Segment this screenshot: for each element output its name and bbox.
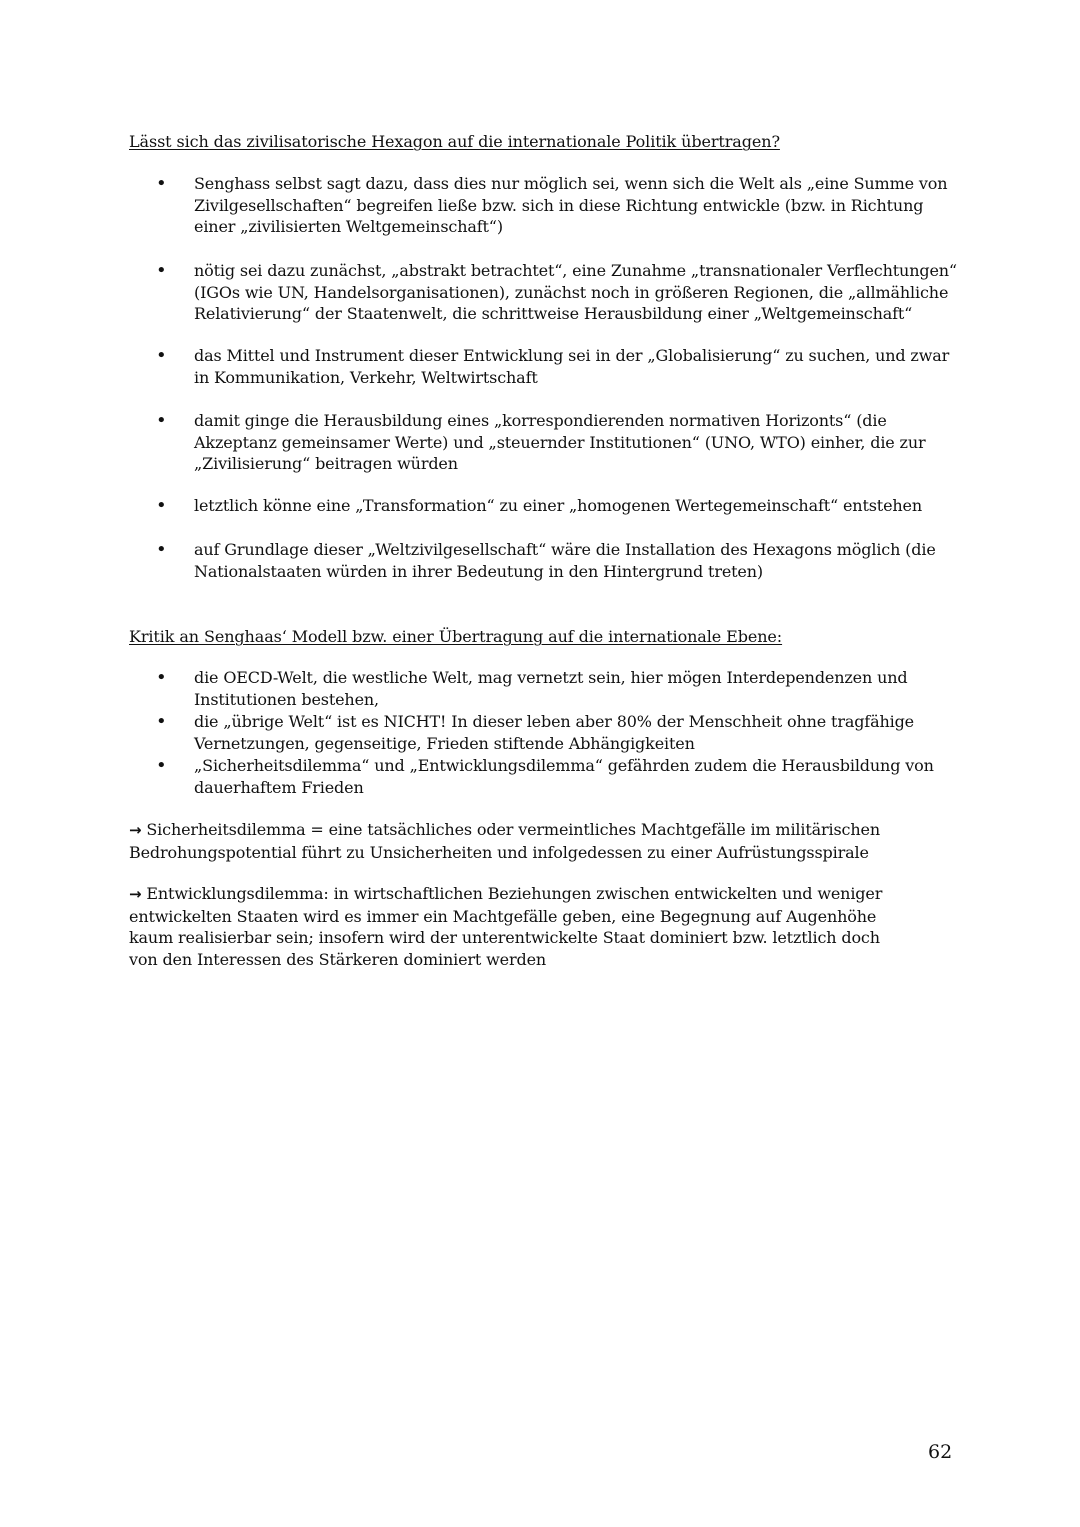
list-item-text: auf Grundlage dieser „Weltzivilgesellschaft“ wäre die Installation des Hexagons möglich (die Nationalstaaten würden in ihrer Bedeutung in den Hintergrund treten) [194, 540, 936, 581]
bullet-icon: • [156, 260, 167, 281]
list-item-text: das Mittel und Instrument dieser Entwicklung sei in der „Globalisierung“ zu suchen, und zwar in Kommunikation, Verkehr, Weltwirtschaft [194, 346, 950, 387]
note-development-dilemma [129, 883, 909, 970]
bullet-icon: • [156, 711, 167, 732]
list-item [156, 410, 964, 475]
bullet-icon: • [156, 755, 167, 776]
list-item [156, 260, 964, 325]
list-item-text: Senghass selbst sagt dazu, dass dies nur möglich sei, wenn sich die Welt als „eine Summe von Zivilgesellschaften“ begreifen ließe bzw. sich in diese Richtung entwickle (bzw. in Richtung einer „zivilisierten Weltgemeinschaft“) [194, 174, 948, 236]
list-item [156, 539, 964, 582]
page-number: 62 [928, 1441, 953, 1463]
bullet-icon: • [156, 539, 167, 560]
section-heading-hexagon-transfer: Lässt sich das zivilisatorische Hexagon auf die internationale Politik übertragen? [129, 132, 780, 151]
bullet-icon: • [156, 495, 167, 516]
bullet-icon: • [156, 345, 167, 366]
list-item-text: „Sicherheitsdilemma“ und „Entwicklungsdilemma“ gefährden zudem die Herausbildung von dauerhaftem Frieden [194, 756, 934, 797]
note-text: Entwicklungsdilemma: in wirtschaftlichen Beziehungen zwischen entwickelten und weniger entwickelten Staaten wird es immer ein Machtgefälle geben, eine Begegnung auf Augenhöhe kaum realisierbar sein; insofern wird der unterentwickelte Staat dominiert bzw. letztlich doch von den Interessen des Stärkeren dominiert werden [129, 884, 883, 969]
list-item [156, 495, 964, 517]
list-item-text: die OECD-Welt, die westliche Welt, mag vernetzt sein, hier mögen Interdependenzen und Institutionen bestehen, [194, 668, 908, 709]
arrow-right-icon: → [129, 821, 142, 839]
list-item-text: nötig sei dazu zunächst, „abstrakt betrachtet“, eine Zunahme „transnationaler Verflechtungen“ (IGOs wie UN, Handelsorganisationen), zunächst noch in größeren Regionen, die „allmähliche Relativierung“ der Staatenwelt, die schrittweise Herausbildung einer „Weltgemeinschaft“ [194, 261, 957, 323]
list-item-text: die „übrige Welt“ ist es NICHT! In dieser leben aber 80% der Menschheit ohne tragfähige Vernetzungen, gegenseitige, Frieden stiftende Abhängigkeiten [194, 712, 915, 753]
section-heading-critique: Kritik an Senghaas‘ Modell bzw. einer Übertragung auf die internationale Ebene: [129, 627, 783, 646]
note-security-dilemma [129, 819, 909, 863]
arrow-right-icon: → [129, 885, 142, 903]
bullet-icon: • [156, 667, 167, 688]
list-item [156, 711, 964, 754]
list-item-text: damit ginge die Herausbildung eines „korrespondierenden normativen Horizonts“ (die Akzeptanz gemeinsamer Werte) und „steuernder Institutionen“ (UNO, WTO) einher, die zur „Zivilisierung“ beitragen würden [194, 411, 926, 473]
note-text: Sicherheitsdilemma = eine tatsächliches oder vermeintliches Machtgefälle im militärischen Bedrohungspotential führt zu Unsicherheiten und infolgedessen zu einer Aufrüstungsspirale [129, 820, 880, 862]
bullet-icon: • [156, 173, 167, 194]
list-item [156, 755, 964, 798]
bullet-icon: • [156, 410, 167, 431]
list-item [156, 667, 964, 710]
list-item-text: letztlich könne eine „Transformation“ zu einer „homogenen Wertegemeinschaft“ entstehen [194, 496, 923, 515]
list-item [156, 173, 964, 238]
list-item [156, 345, 964, 388]
